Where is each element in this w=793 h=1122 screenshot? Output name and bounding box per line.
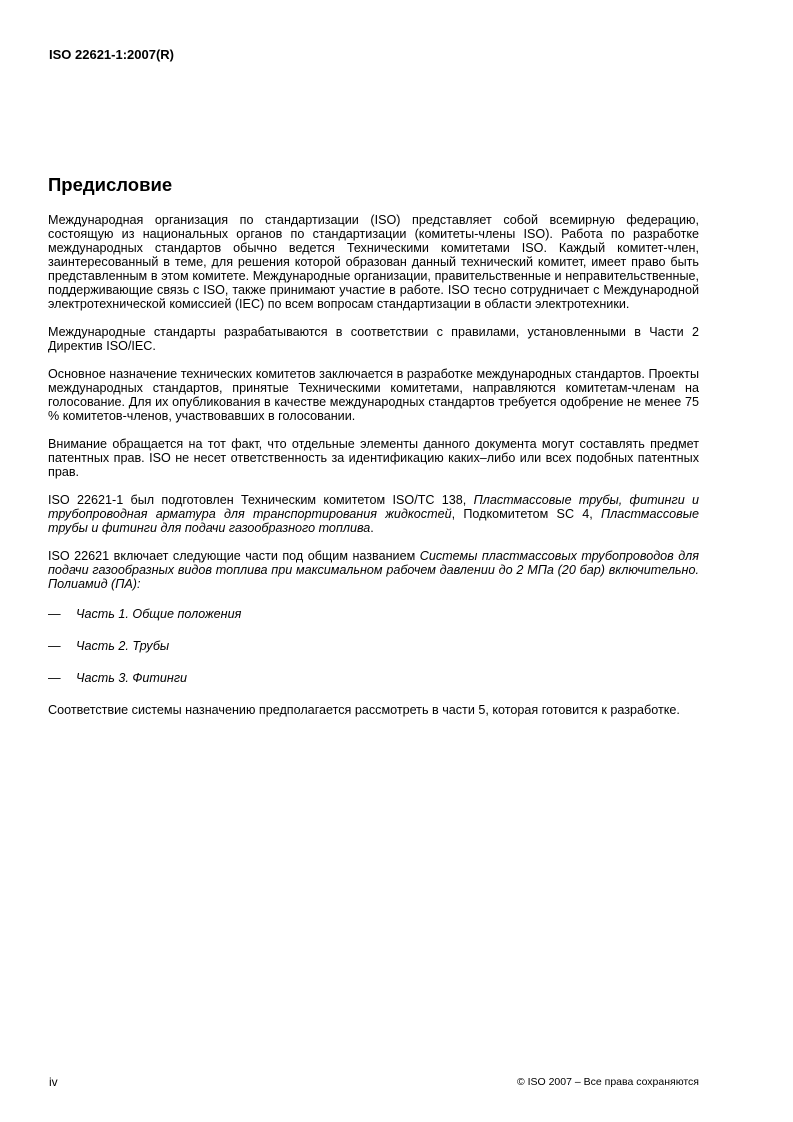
paragraph-parts-intro	[48, 549, 699, 591]
document-id-header: ISO 22621-1:2007(R)	[49, 47, 175, 62]
foreword-body	[48, 213, 699, 731]
list-item-text: Часть 2. Трубы	[76, 639, 170, 653]
list-item-text: Часть 1. Общие положения	[76, 607, 242, 621]
sc-title: Пластмассовые трубы и фитинги для подачи газообразного топлива	[48, 507, 699, 535]
paragraph-directives: Международные стандарты разрабатываются в соответствии с правилами, установленными в Части 2 Директив ISO/IEC.	[48, 325, 699, 353]
paragraph-iso-organization: Международная организация по стандартизации (ISO) представляет собой всемирную федерацию, состоящую из национальных органов по стандартизации (комитеты-члены ISO). Работа по разработке международных стандартов обычно ведется Техническими комитетами ISO. Каждый комитет-член, заинтересованный в теме, для решения которой образован данный технический комитет, имеет право быть представленным в этом комитете. Международные организации, правительственные и неправительственные, поддерживающие связь с ISO, также принимают участие в работе. ISO тесно сотрудничает с Международной электротехнической комиссией (IEC) по всем вопросам стандартизации в области электротехники.	[48, 213, 699, 311]
list-item-text: Часть 3. Фитинги	[76, 671, 188, 685]
list-item	[48, 671, 699, 685]
list-item	[48, 607, 699, 621]
list-dash: —	[48, 671, 61, 685]
list-dash: —	[48, 607, 61, 621]
series-title: Системы пластмассовых трубопроводов для подачи газообразных видов топлива при максимальном рабочем давлении до 2 МПа (20 бар) включительно. Полиамид (ПА):	[48, 549, 699, 591]
page-title: Предисловие	[48, 174, 173, 195]
copyright-notice: © ISO 2007 – Все права сохраняются	[516, 1076, 699, 1088]
paragraph-part-5: Соответствие системы назначению предполагается рассмотреть в части 5, которая готовится к разработке.	[48, 703, 680, 717]
list-dash: —	[48, 639, 61, 653]
prepared-by-text-1: ISO 22621-1 был подготовлен Техническим комитетом ISO/TC 138,	[48, 493, 474, 507]
tc-title: Пластмассовые трубы, фитинги и трубопроводная арматура для транспортирования жидкостей	[48, 493, 700, 521]
page-number: iv	[49, 1075, 58, 1089]
paragraph-patent-notice: Внимание обращается на тот факт, что отдельные элементы данного документа могут составлять предмет патентных прав. ISO не несет ответственность за идентификацию каких–либо или всех подобных патентных прав.	[48, 437, 699, 479]
prepared-by-text-3: .	[370, 521, 374, 535]
paragraph-committee-task: Основное назначение технических комитетов заключается в разработке международных стандартов. Проекты международных стандартов, принятые Техническими комитетами, направляются комитетам-членам на голосование. Для их опубликования в качестве международных стандартов требуется одобрение не менее 75 % комитетов-членов, участвовавших в голосовании.	[48, 367, 699, 423]
prepared-by-text-2: , Подкомитетом SC 4,	[451, 507, 602, 521]
parts-intro-text: ISO 22621 включает следующие части под общим названием	[48, 549, 420, 563]
paragraph-prepared-by	[48, 493, 699, 535]
list-item	[48, 639, 699, 653]
